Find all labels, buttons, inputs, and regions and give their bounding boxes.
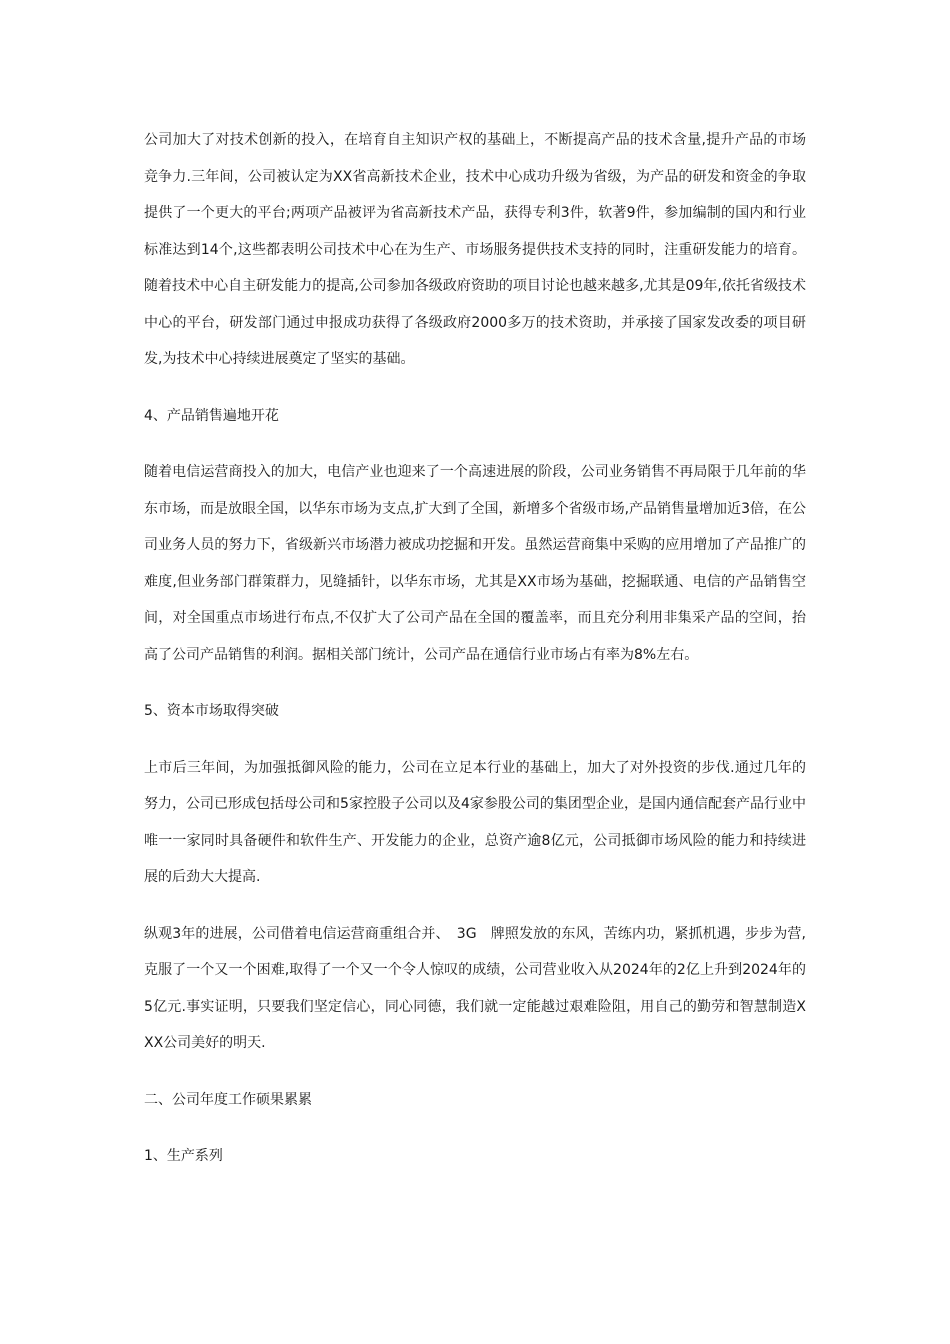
- paragraph-capital-market: 上市后三年间，为加强抵御风险的能力，公司在立足本行业的基础上，加大了对外投资的步伐.通过几年的努力，公司已形成包括母公司和5家控股子公司以及4家参股公司的集团型企业，是国内通信配套产品行业中唯一一家同时具备硬件和软件生产、开发能力的企业，总资产逾8亿元，公司抵御市场风险的能力和持续进展的后劲大大提高.: [144, 759, 806, 885]
- spacer: [144, 896, 806, 916]
- spacer: [144, 1118, 806, 1138]
- spacer: [144, 378, 806, 398]
- heading-production-series: 1、生产系列: [144, 1148, 223, 1164]
- spacer: [144, 730, 806, 750]
- spacer: [144, 1062, 806, 1082]
- heading-annual-achievements: 二、公司年度工作硕果累累: [144, 1091, 312, 1108]
- paragraph-tech-innovation: 公司加大了对技术创新的投入，在培育自主知识产权的基础上，不断提高产品的技术含量,提升产品的市场竞争力.三年间，公司被认定为XX省高新技术企业，技术中心成功升级为省级，为产品的研发和资金的争取提供了一个更大的平台;两项产品被评为省高新技术产品，获得专利3件，软著9件，参加编制的国内和行业标准达到14个,这些都表明公司技术中心在为生产、市场服务提供技术支持的同时，注重研发能力的培育。随着技术中心自主研发能力的提高,公司参加各级政府资助的项目讨论也越来越多,尤其是09年,依托省级技术中心的平台，研发部门通过申报成功获得了各级政府2000多万的技术资助，并承接了国家发改委的项目研发,为技术中心持续进展奠定了坚实的基础。: [144, 132, 806, 367]
- spacer: [144, 673, 806, 693]
- heading-product-sales: 4、产品销售遍地开花: [144, 407, 279, 424]
- document-body: [144, 122, 806, 1175]
- heading-capital-market: 5、资本市场取得突破: [144, 703, 279, 719]
- spacer: [144, 434, 806, 454]
- paragraph-three-year-review: 纵观3年的进展，公司借着电信运营商重组合并、 3G 牌照发放的东风，苦练内功，紧抓机遇，步步为营,克服了一个又一个困难,取得了一个又一个令人惊叹的成绩，公司营业收入从2024年的2亿上升到2024年的5亿元.事实证明，只要我们坚定信心，同心同德，我们就一定能越过艰难险阻，用自己的勤劳和智慧制造XXX公司美好的明天.: [144, 925, 806, 1051]
- paragraph-product-sales: 随着电信运营商投入的加大，电信产业也迎来了一个高速进展的阶段，公司业务销售不再局限于几年前的华东市场，而是放眼全国，以华东市场为支点,扩大到了全国，新增多个省级市场,产品销售量增加近3倍，在公司业务人员的努力下，省级新兴市场潜力被成功挖掘和开发。虽然运营商集中采购的应用增加了产品推广的难度,但业务部门群策群力，见缝插针，以华东市场，尤其是XX市场为基础，挖掘联通、电信的产品销售空间，对全国重点市场进行布点,不仅扩大了公司产品在全国的覆盖率，而且充分利用非集采产品的空间，抬高了公司产品销售的利润。据相关部门统计，公司产品在通信行业市场占有率为8%左右。: [144, 464, 806, 663]
